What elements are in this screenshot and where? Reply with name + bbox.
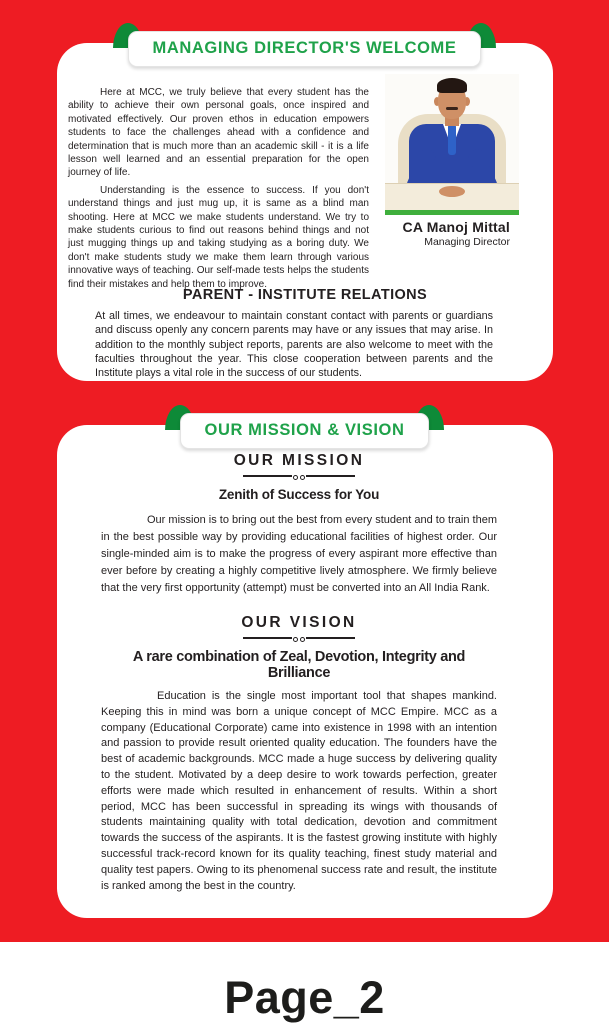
- welcome-ribbon-title: MANAGING DIRECTOR'S WELCOME: [128, 31, 482, 67]
- rule-line: [243, 637, 292, 639]
- page-number-label: Page_2: [224, 972, 385, 1023]
- page-footer: [0, 942, 609, 1024]
- photo-green-underline: [385, 210, 519, 215]
- mustache-shape: [446, 107, 458, 110]
- curl-ornament-icon: [300, 637, 305, 642]
- heading-ornament-rule: [234, 471, 365, 480]
- mission-vision-ribbon: [180, 413, 430, 449]
- hair-shape: [437, 78, 467, 93]
- rule-line: [306, 475, 355, 477]
- mission-heading-block: [234, 452, 365, 480]
- vision-tagline: A rare combination of Zeal, Devotion, Integrity and Brilliance: [132, 649, 466, 681]
- heading-ornament-rule: [241, 633, 356, 642]
- mission-tagline: Zenith of Success for You: [218, 487, 380, 502]
- vision-heading: OUR VISION: [241, 614, 357, 631]
- director-name: CA Manoj Mittal: [402, 219, 510, 235]
- vision-heading-block: [241, 614, 356, 642]
- director-paragraph-2: Understanding is the essence to success. If you don't understand things and just mug up, it is same as a blind man shooting. Here at MCC we make students understand. We try to make students curious to find out reasons behind things and not just mugging things up and taking studying as a boring duty. We don't make students study we make them learn through various innovative ways of teaching. Our self-made tests helps the students find their mistakes and help them to improve.: [68, 184, 369, 290]
- welcome-card: [57, 43, 553, 381]
- rule-line: [306, 637, 355, 639]
- rule-line: [243, 475, 292, 477]
- director-paragraph-1: Here at MCC, we truly believe that every student has the ability to achieve their own personal goals, once inspired and motivated effectively. Our proven ethos in education empowers students to face the challenges ahead with a confidence and determination that is much more than an academic skill - it is a life lesson well learned and an essential preparation for the open journey of life.: [68, 87, 369, 179]
- mission-text: Our mission is to bring out the best from every student and to train them in the best possible way by providing educational facilities of highest order. Our single-minded aim is to make the progress of every aspirant more effective than ever before by creating a highly competitive lively atmosphere. We firmly believe that the very first opportunity (attempt) must be converted into an All India Rank.: [101, 514, 497, 594]
- parent-relations-heading: PARENT - INSTITUTE RELATIONS: [182, 287, 428, 303]
- curl-ornament-icon: [293, 637, 298, 642]
- director-title: Managing Director: [424, 236, 510, 248]
- welcome-ribbon: [128, 31, 482, 67]
- mission-heading: OUR MISSION: [233, 452, 365, 469]
- parent-relations-text: At all times, we endeavour to maintain constant contact with parents or guardians and discuss openly any concern parents may have or any issues that may arise. In addition to the monthly subject reports, parents are also welcome to meet with the faculties throughout the year. This close cooperation between parents and the Institute plays a vital role in the success of our students.: [95, 310, 493, 380]
- photo-caption: [385, 219, 519, 248]
- vision-text: Education is the single most important tool that shapes mankind. Keeping this in mind was born a unique concept of MCC Empire. MCC as a company (Educational Corporate) came into existence in 1998 with an intention and passion to provide result oriented quality education. The founders have the best of academic backgrounds. MCC made a huge success by delivering quality to the student. Motivated by a deep desire to work towards perfection, greater efforts were made which resulted in enhancement of results. Within a short period, MCC has been successful in spreading its wings with thousands of students maintaining quality with total dedication, devotion and commitment towards the success of the aspirants. It is the fastest growing institute with highly successful track-record known for its quality teaching, finest study material and quality test papers. Owing to its phenomenal success rate and result, the institute is ranked among the best in the country.: [101, 690, 497, 892]
- mission-vision-ribbon-title: OUR MISSION & VISION: [180, 413, 430, 449]
- director-photo-block: [385, 74, 519, 248]
- vision-block: [101, 614, 497, 894]
- director-photo: [385, 74, 519, 210]
- curl-ornament-icon: [300, 475, 305, 480]
- hands-shape: [439, 186, 465, 197]
- mission-vision-card: [57, 425, 553, 918]
- director-message: [68, 86, 369, 291]
- tie-shape: [448, 125, 456, 155]
- curl-ornament-icon: [293, 475, 298, 480]
